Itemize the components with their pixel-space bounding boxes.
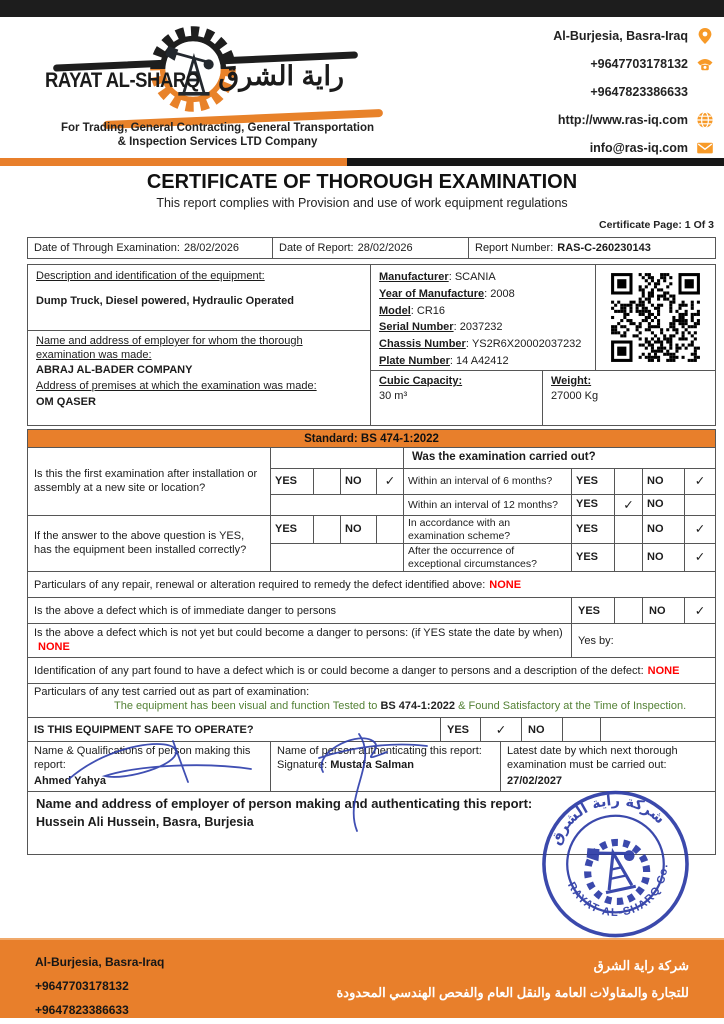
- report-number-value: RAS-C-260230143: [557, 242, 651, 254]
- footer-address: Al-Burjesia, Basra-Iraq: [35, 955, 165, 969]
- envelope-icon: [696, 139, 714, 157]
- identification-row: [28, 658, 715, 684]
- report-maker-cell: [28, 742, 271, 791]
- test-particulars-row: [28, 684, 715, 718]
- contact-address-row: [444, 22, 714, 50]
- safe-no-label: NO: [522, 718, 563, 741]
- phone-icon: [696, 55, 714, 73]
- repair-particulars-label: Particulars of any repair, renewal or alteration required to remedy the defect identified above:: [34, 578, 486, 591]
- sub3-no-label: NO: [643, 516, 685, 544]
- identification-label: Identification of any part found to have a defect which is or could become a danger to persons and a description of the defect:: [34, 664, 644, 677]
- manufacturer-cell: Manufacturer: SCANIA Year of Manufacture: 2008 Model: CR16 Serial Number: 2037232 Chassis Number: YS2R6X20002037232 Plate Number: 14 A42412: [371, 265, 596, 370]
- equipment-description-cell: [28, 265, 370, 331]
- location-pin-icon: [696, 27, 714, 45]
- authenticator-label: Name of person authenticating this report:: [277, 745, 482, 757]
- company-tagline: [45, 121, 390, 149]
- q2-no-label: NO: [341, 516, 377, 544]
- signature-row: [28, 742, 715, 792]
- q2-yes-label: YES: [271, 516, 314, 544]
- q2-yes-checkbox: [314, 516, 341, 544]
- examination-grid: [28, 448, 715, 572]
- test-result-text1: The equipment has been visual and function Tested to: [114, 700, 378, 712]
- company-name-english: RAYAT AL-SHARQ: [45, 69, 200, 92]
- page-title: CERTIFICATE OF THOROUGH EXAMINATION: [146, 171, 578, 193]
- contact-email: info@ras-iq.com: [589, 141, 688, 155]
- sub1-yes-label: YES: [572, 469, 615, 495]
- header-divider-bar: [0, 158, 724, 166]
- equipment-table: [27, 264, 716, 426]
- sub3-yes-label: YES: [572, 516, 615, 544]
- globe-icon: [696, 111, 714, 129]
- tagline-line2: & Inspection Services LTD Company: [117, 136, 318, 148]
- standard-header-bar: Standard: BS 474-1:2022: [28, 430, 715, 448]
- employer-premises-cell: [28, 331, 370, 425]
- q2-no-checkbox: [377, 516, 404, 544]
- test-result-standard: BS 474-1:2022: [380, 700, 456, 712]
- dates-table: [27, 237, 716, 259]
- company-logo: [45, 17, 390, 158]
- sub1-no-checkbox: ✓: [685, 469, 715, 495]
- premises-label: Address of premises at which the examination was made:: [36, 380, 317, 392]
- immediate-yes-label: YES: [572, 598, 615, 623]
- sub2-yes-checkbox: ✓: [615, 495, 643, 516]
- manufacturer-value: SCANIA: [454, 271, 496, 283]
- contact-phone1: +9647703178132: [590, 57, 688, 71]
- stamp-english-text: RAYAT AL-SHARQ Co.: [564, 863, 671, 919]
- chassis-value: YS2R6X20002037232: [471, 338, 582, 351]
- equipment-right-column: [371, 265, 715, 425]
- q1-yes-label: YES: [271, 469, 314, 495]
- immediate-danger-question: Is the above a defect which is of immediate danger to persons: [28, 598, 572, 623]
- manufacturer-label: Manufacturer: [379, 271, 449, 283]
- safe-yes-checkbox: ✓: [481, 718, 522, 741]
- equipment-description-label: Description and identification of the equipment:: [36, 270, 265, 282]
- sub3-no-checkbox: ✓: [685, 516, 715, 544]
- weight-value: 27000 Kg: [551, 390, 599, 402]
- sub4-no-label: NO: [643, 544, 685, 572]
- model-value: CR16: [416, 304, 446, 317]
- report-date-label: Date of Report:: [279, 242, 354, 254]
- yes-by-cell: Yes by:: [578, 634, 614, 647]
- icon-spacer: [696, 83, 714, 101]
- next-examination-date: 27/02/2027: [507, 774, 563, 787]
- not-yet-danger-value: NONE: [38, 640, 70, 653]
- capacity-weight-row: [371, 371, 715, 425]
- plate-value: 14 A42412: [456, 354, 509, 367]
- repair-particulars-value: NONE: [489, 578, 522, 591]
- exam-date-cell: [28, 238, 273, 258]
- contact-website: http://www.ras-iq.com: [557, 113, 688, 127]
- empty-cell: [271, 495, 404, 516]
- empty-cell: [271, 448, 404, 469]
- sub2-yes-label: YES: [572, 495, 615, 516]
- report-date-value: 28/02/2026: [357, 242, 413, 254]
- cubic-capacity-cell: [371, 371, 543, 425]
- qr-cell: [596, 265, 715, 370]
- not-yet-danger-text: Is the above a defect which is not yet but could become a danger to persons: (if YES state the date by when): [34, 627, 563, 639]
- stamp-arabic-text: شركة راية الشرق: [548, 793, 668, 848]
- repair-particulars-row: [28, 572, 715, 598]
- test-particulars-label: Particulars of any test carried out as part of examination:: [34, 686, 310, 698]
- weight-cell: [543, 371, 715, 425]
- safe-yes-label: YES: [441, 718, 481, 741]
- manufacturer-row: [371, 265, 715, 371]
- page-subtitle: This report complies with Provision and use of work equipment regulations: [156, 196, 568, 210]
- employer-label: Name and address of employer for whom the thorough examination was made:: [36, 335, 303, 361]
- empty-cell: [271, 544, 404, 572]
- footer-bar: [0, 938, 724, 1018]
- serial-value: 2037232: [459, 321, 503, 334]
- report-employer-label: Name and address of employer of person making and authenticating this report:: [36, 796, 533, 811]
- next-examination-label: Latest date by which next thorough examination must be carried out:: [507, 745, 678, 771]
- contact-phone2-row: [444, 78, 714, 106]
- chassis-label: Chassis Number: [379, 338, 466, 351]
- next-examination-cell: [501, 742, 715, 791]
- cubic-capacity-value: 30 m³: [379, 390, 408, 402]
- report-employer-name: Hussein Ali Hussein, Basra, Burjesia: [36, 815, 254, 829]
- divider-orange: [0, 158, 347, 166]
- subq-6-months: Within an interval of 6 months?: [404, 469, 572, 495]
- cubic-capacity-label: Cubic Capacity:: [379, 375, 463, 387]
- exam-date-value: 28/02/2026: [183, 242, 240, 254]
- q1-no-checkbox: ✓: [377, 469, 404, 495]
- not-yet-danger-row: [28, 624, 715, 658]
- contact-phone2: +9647823386633: [590, 85, 688, 99]
- sub4-no-checkbox: ✓: [685, 544, 715, 572]
- company-name-arabic: راية الشرق: [218, 61, 344, 91]
- premises-value: OM QASER: [36, 396, 96, 408]
- safe-to-operate-row: [28, 718, 715, 742]
- divider-black: [347, 158, 724, 166]
- weight-label: Weight:: [551, 375, 592, 387]
- sub1-yes-checkbox: [615, 469, 643, 495]
- immediate-yes-checkbox: [615, 598, 643, 623]
- contact-phone1-row: [444, 50, 714, 78]
- report-date-cell: [273, 238, 469, 258]
- equipment-description-value: Dump Truck, Diesel powered, Hydraulic Operated: [36, 295, 294, 307]
- footer-contact: [35, 950, 164, 1022]
- employer-value: ABRAJ AL-BADER COMPANY: [36, 364, 193, 376]
- immediate-danger-row: [28, 598, 715, 624]
- report-maker-name: Ahmed Yahya: [34, 774, 106, 787]
- sub4-yes-label: YES: [572, 544, 615, 572]
- test-result-text2: & Found Satisfactory at the Time of Inspection.: [458, 700, 687, 712]
- subq-exceptional-circumstances: After the occurrence of exceptional circumstances?: [404, 544, 572, 572]
- contact-block: [444, 22, 714, 162]
- immediate-no-label: NO: [643, 598, 685, 623]
- carried-out-header: Was the examination carried out?: [404, 448, 715, 469]
- sub2-no-checkbox: [685, 495, 715, 516]
- footer-phone2: +9647823386633: [35, 1003, 129, 1017]
- q1-no-label: NO: [341, 469, 377, 495]
- sub1-no-label: NO: [643, 469, 685, 495]
- exam-date-label: Date of Through Examination:: [34, 242, 180, 254]
- question-first-examination: Is this the first examination after installation or assembly at a new site or location?: [28, 448, 271, 516]
- immediate-no-checkbox: ✓: [694, 604, 706, 618]
- safe-to-operate-question: IS THIS EQUIPMENT SAFE TO OPERATE?: [28, 718, 441, 741]
- test-result-line: [34, 700, 709, 712]
- equipment-left-column: [28, 265, 371, 425]
- serial-label: Serial Number: [379, 321, 454, 334]
- footer-arabic-line1: شركة راية الشرق: [593, 958, 689, 973]
- contact-website-row: [444, 106, 714, 134]
- identification-value: NONE: [647, 664, 680, 677]
- empty-cell: [601, 718, 715, 741]
- report-number-cell: [469, 238, 715, 258]
- top-black-bar: [0, 0, 724, 17]
- question-installed-correctly: If the answer to the above question is YES, has the equipment been installed correctly?: [28, 516, 271, 572]
- subq-examination-scheme: In accordance with an examination scheme?: [404, 516, 572, 544]
- contact-address: Al-Burjesia, Basra-Iraq: [553, 29, 688, 43]
- sub3-yes-checkbox: [615, 516, 643, 544]
- safe-no-checkbox: [563, 718, 601, 741]
- qr-code-icon: [608, 270, 703, 365]
- report-number-label: Report Number:: [475, 242, 554, 254]
- sub2-no-label: NO: [643, 495, 685, 516]
- company-stamp: [525, 774, 706, 959]
- plate-label: Plate Number: [379, 354, 450, 367]
- year-label: Year of Manufacture: [379, 287, 485, 300]
- footer-arabic: [337, 952, 690, 1006]
- report-maker-label: Name & Qualifications of person making this report:: [34, 745, 251, 771]
- tagline-line1: For Trading, General Contracting, General Transportation: [60, 122, 375, 134]
- authenticator-signature-label: Signature:: [277, 758, 328, 771]
- model-label: Model: [379, 304, 411, 317]
- footer-arabic-line2: للتجارة والمقاولات العامة والنقل العام والفحص الهندسي المحدودة: [336, 985, 689, 1000]
- authenticator-cell: [271, 742, 501, 791]
- q1-yes-checkbox: [314, 469, 341, 495]
- subq-12-months: Within an interval of 12 months?: [404, 495, 572, 516]
- footer-phone1: +9647703178132: [35, 979, 129, 993]
- authenticator-name: Mustafa Salman: [330, 758, 414, 771]
- certificate-page-number: Certificate Page: 1 Of 3: [599, 219, 714, 231]
- not-yet-danger-question: [28, 624, 572, 657]
- sub4-yes-checkbox: [615, 544, 643, 572]
- year-value: 2008: [490, 287, 515, 300]
